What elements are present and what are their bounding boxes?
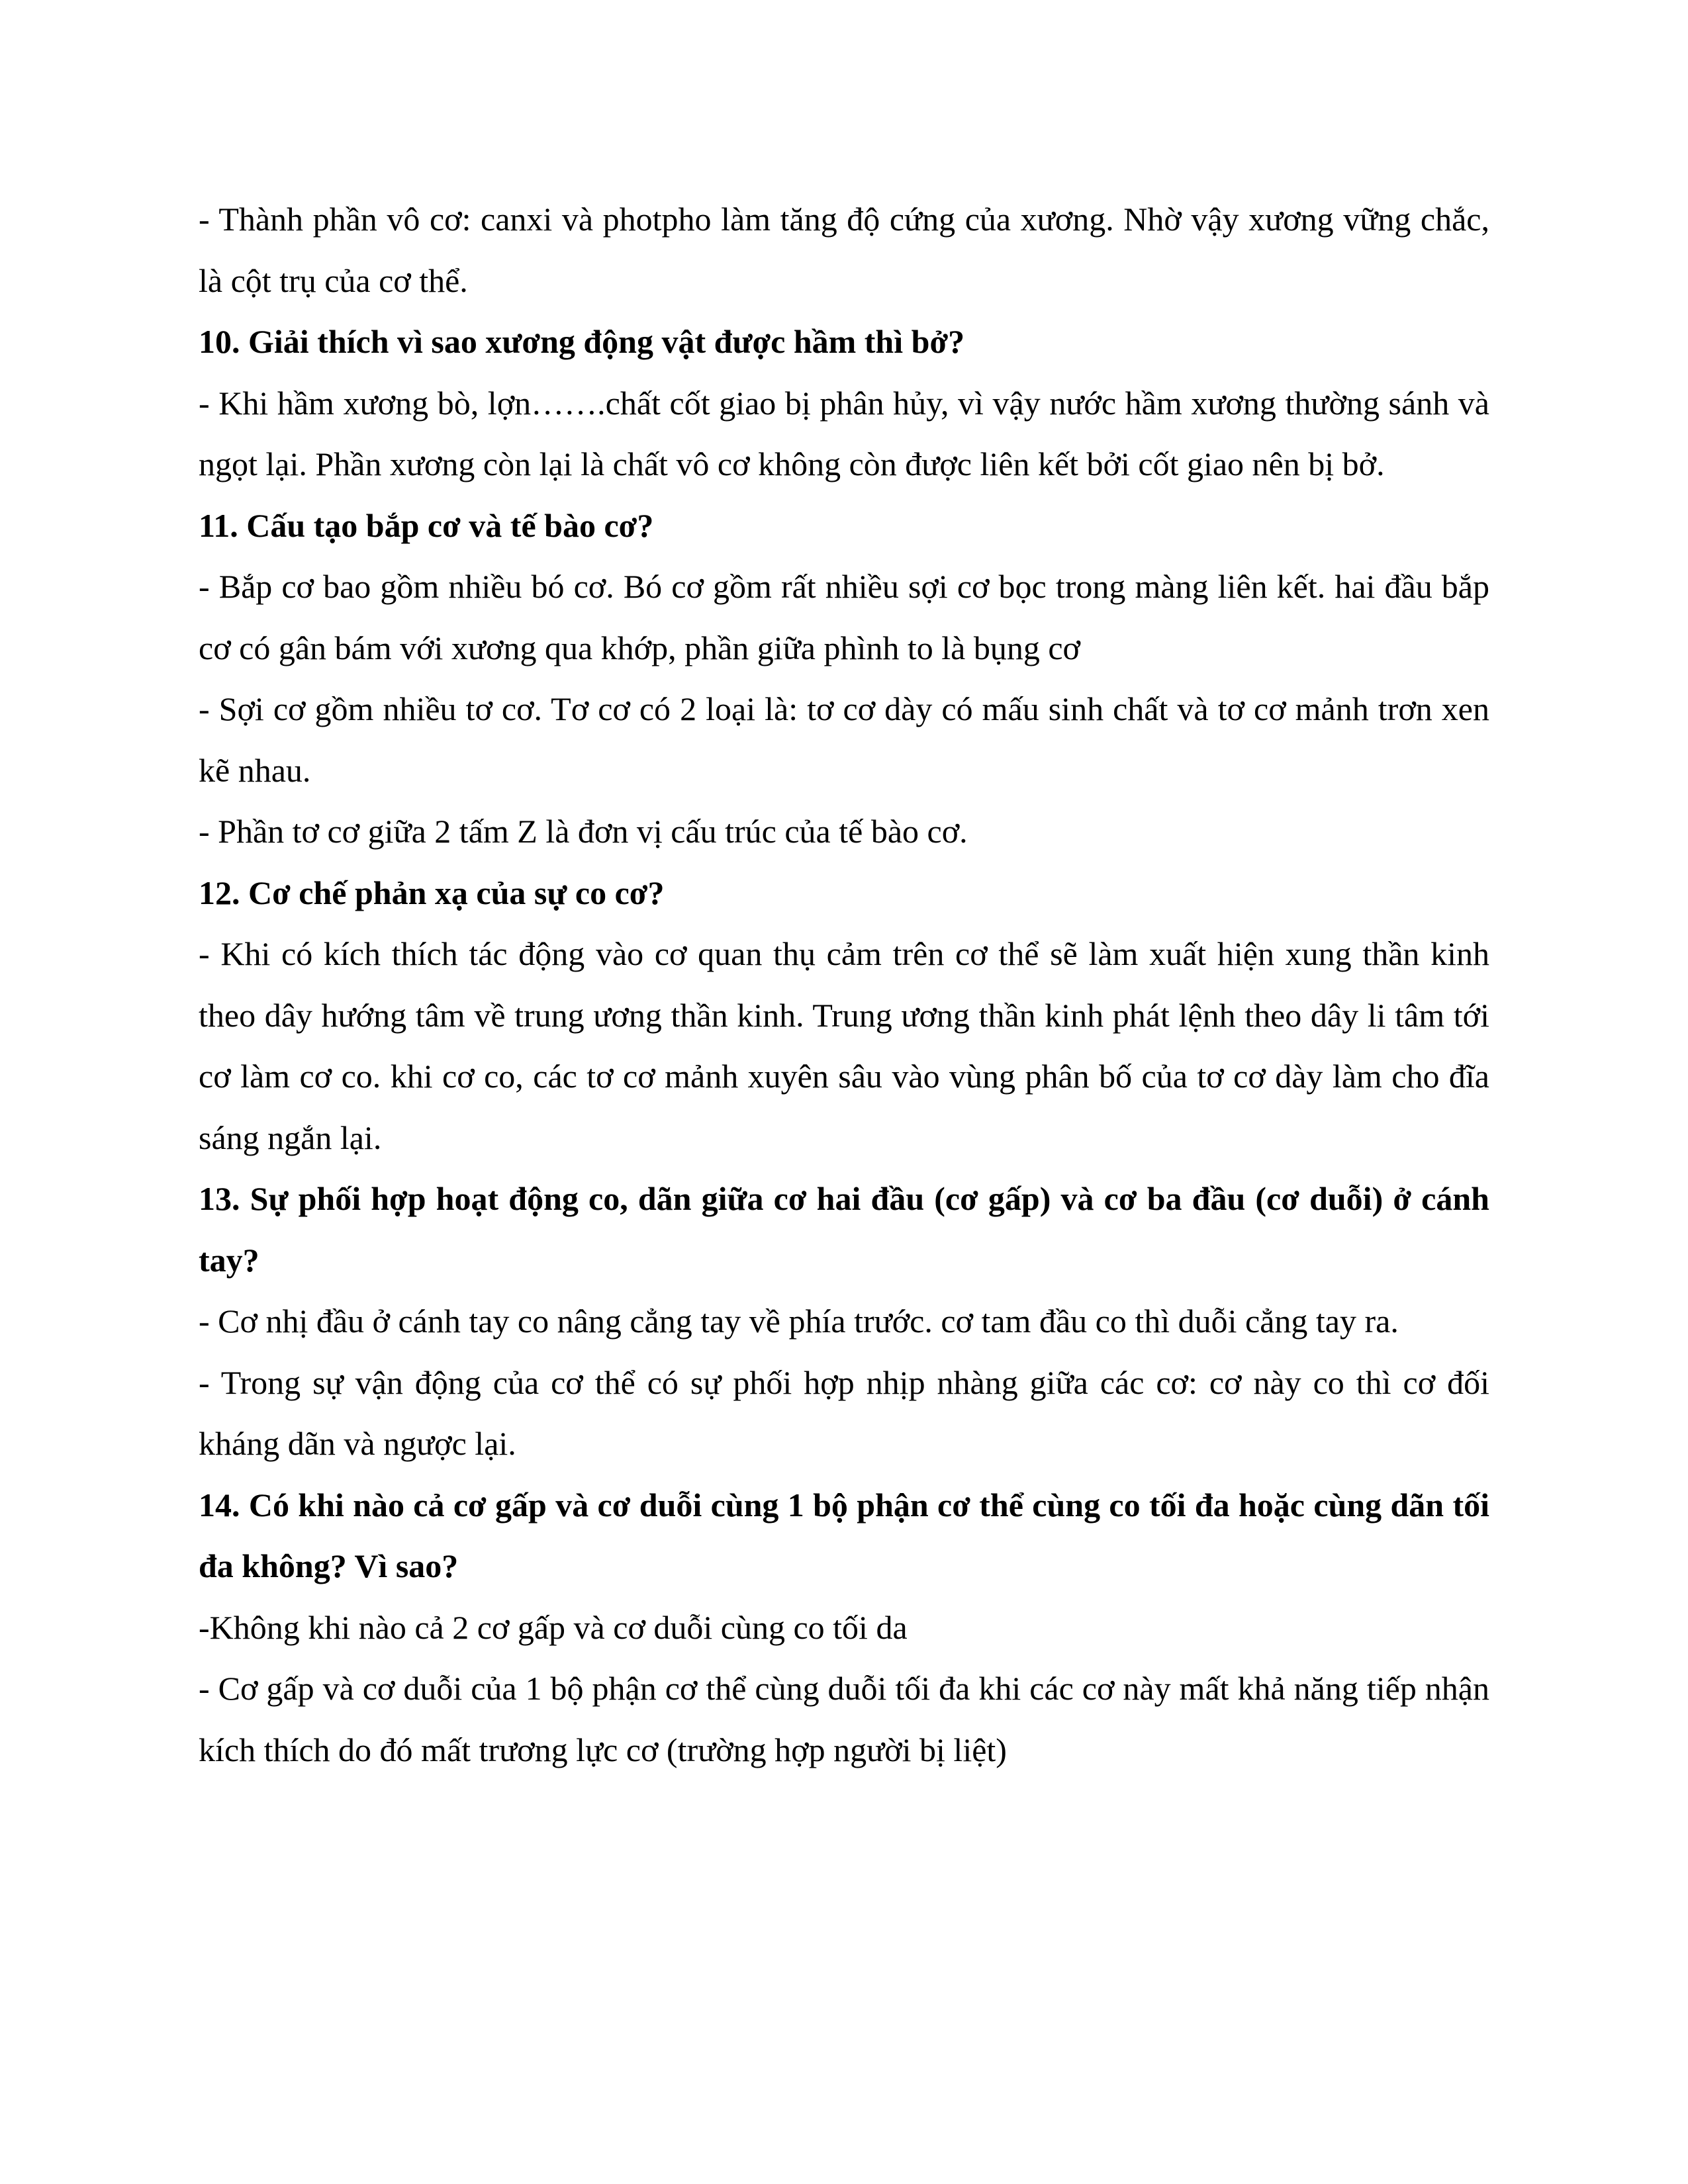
question-heading-14: 14. Có khi nào cả cơ gấp và cơ duỗi cùng 1 bộ phận cơ thể cùng co tối đa hoặc cùng dãn tối đa không? Vì sao? (199, 1486, 1489, 1584)
answer-paragraph: - Khi có kích thích tác động vào cơ quan thụ cảm trên cơ thể sẽ làm xuất hiện xung thần kinh theo dây hướng tâm về trung ương thần kinh. Trung ương thần kinh phát lệnh theo dây li tâm tới cơ làm cơ co. khi cơ co, các tơ cơ mảnh xuyên sâu vào vùng phân bố của tơ cơ dày làm cho đĩa sáng ngắn lại. (199, 935, 1489, 1156)
answer-paragraph: - Bắp cơ bao gồm nhiều bó cơ. Bó cơ gồm rất nhiều sợi cơ bọc trong màng liên kết. hai đầu bắp cơ có gân bám với xương qua khớp, phần giữa phình to là bụng cơ (199, 568, 1489, 666)
question-heading-11: 11. Cấu tạo bắp cơ và tế bào cơ? (199, 506, 654, 544)
question-heading-12: 12. Cơ chế phản xạ của sự co cơ? (199, 874, 665, 911)
answer-paragraph: - Phần tơ cơ giữa 2 tấm Z là đơn vị cấu trúc của tế bào cơ. (199, 813, 968, 850)
answer-paragraph: - Cơ gấp và cơ duỗi của 1 bộ phận cơ thể cùng duỗi tối đa khi các cơ này mất khả năng tiếp nhận kích thích do đó mất trương lực cơ (trường hợp người bị liệt) (199, 1670, 1489, 1768)
answer-paragraph: - Sợi cơ gồm nhiều tơ cơ. Tơ cơ có 2 loại là: tơ cơ dày có mấu sinh chất và tơ cơ mảnh trơn xen kẽ nhau. (199, 690, 1489, 789)
answer-paragraph: - Thành phần vô cơ: canxi và photpho làm tăng độ cứng của xương. Nhờ vậy xương vững chắc, là cột trụ của cơ thể. (199, 201, 1489, 299)
question-heading-10: 10. Giải thích vì sao xương động vật được hầm thì bở? (199, 323, 965, 360)
answer-paragraph: -Không khi nào cả 2 cơ gấp và cơ duỗi cùng co tối da (199, 1608, 908, 1646)
question-heading-13: 13. Sự phối hợp hoạt động co, dãn giữa cơ hai đầu (cơ gấp) và cơ ba đầu (cơ duỗi) ở cánh tay? (199, 1180, 1489, 1279)
answer-paragraph: - Khi hầm xương bò, lợn…….chất cốt giao bị phân hủy, vì vậy nước hầm xương thường sánh và ngọt lại. Phần xương còn lại là chất vô cơ không còn được liên kết bởi cốt giao nên bị bở. (199, 384, 1489, 482)
answer-paragraph: - Cơ nhị đầu ở cánh tay co nâng cẳng tay về phía trước. cơ tam đầu co thì duỗi cẳng tay ra. (199, 1302, 1399, 1340)
document-page (199, 189, 1489, 1780)
answer-paragraph: - Trong sự vận động của cơ thể có sự phối hợp nhịp nhàng giữa các cơ: cơ này co thì cơ đối kháng dãn và ngược lại. (199, 1363, 1489, 1462)
